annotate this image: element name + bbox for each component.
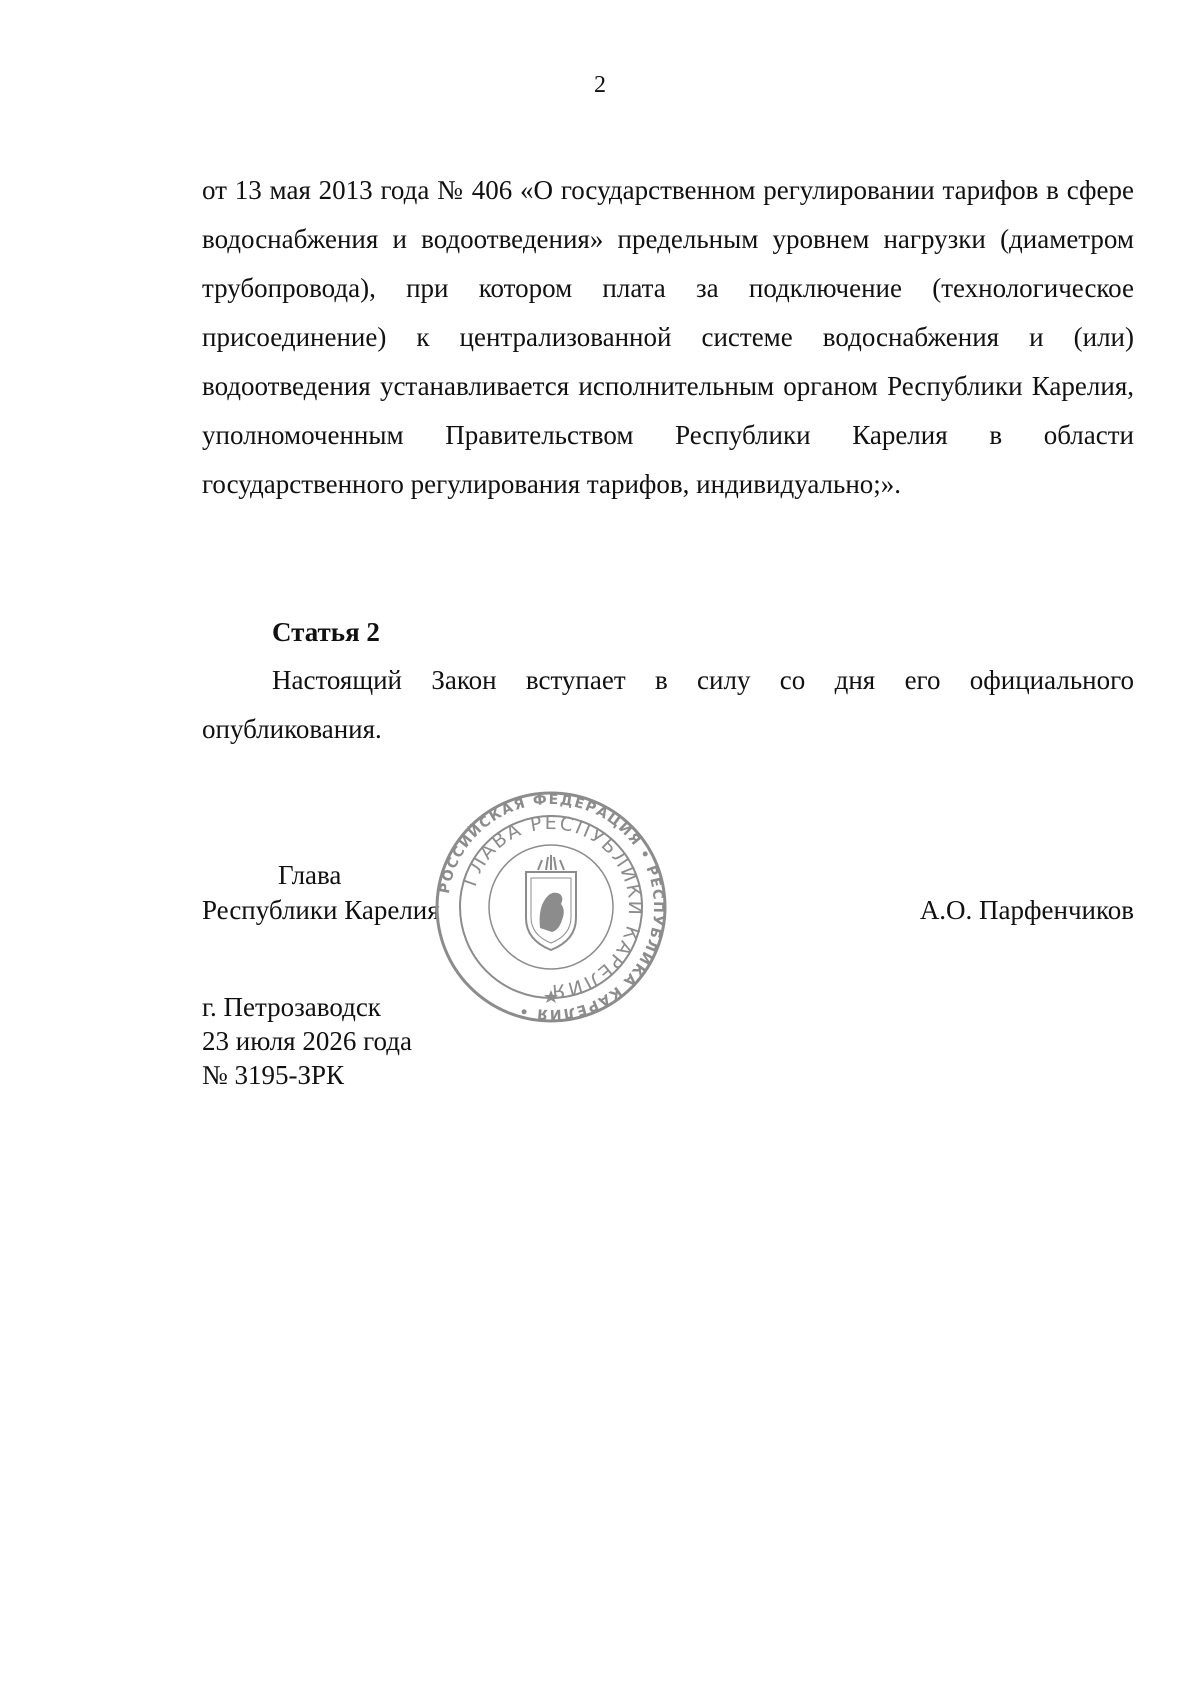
issue-place: г. Петрозаводск — [202, 992, 381, 1022]
paragraph-continued: от 13 мая 2013 года № 406 «О государственном регулировании тарифов в сфере водоснабжения и водоотведения» предельным уровнем нагрузки (диаметром трубопровода), при котором плата за подключение (технологическое присоединение) к централизованной системе водоснабжения и (или) водоотведения устанавливается исполнительным органом Республики Карелия, уполномоченным Правительством Республики Карелия в области государственного регулирования тарифов, индивидуально;». — [202, 175, 1134, 499]
article-2-text: Настоящий Закон вступает в силу со дня его официального опубликования. — [202, 665, 1134, 744]
issue-details — [202, 990, 412, 1092]
signature-title — [202, 858, 440, 928]
seal-outer-text: РОССИЙСКАЯ ФЕДЕРАЦИЯ • РЕСПУБЛИКА КАРЕЛИЯ • — [436, 791, 667, 1023]
law-number: № 3195-ЗРК — [202, 1060, 345, 1090]
signer-name: А.О. Парфенчиков — [919, 895, 1134, 925]
article-heading: Статья 2 — [272, 617, 380, 647]
official-seal — [434, 790, 668, 1024]
signature-title-line-2: Республики Карелия — [202, 895, 440, 925]
signature-title-line-1: Глава — [278, 860, 342, 890]
issue-date: 23 июля 2026 года — [202, 1026, 412, 1056]
seal-inner-text: ГЛАВА РЕСПУБЛИКИ КАРЕЛИЯ — [459, 811, 647, 1003]
page-number: 2 — [594, 72, 606, 98]
